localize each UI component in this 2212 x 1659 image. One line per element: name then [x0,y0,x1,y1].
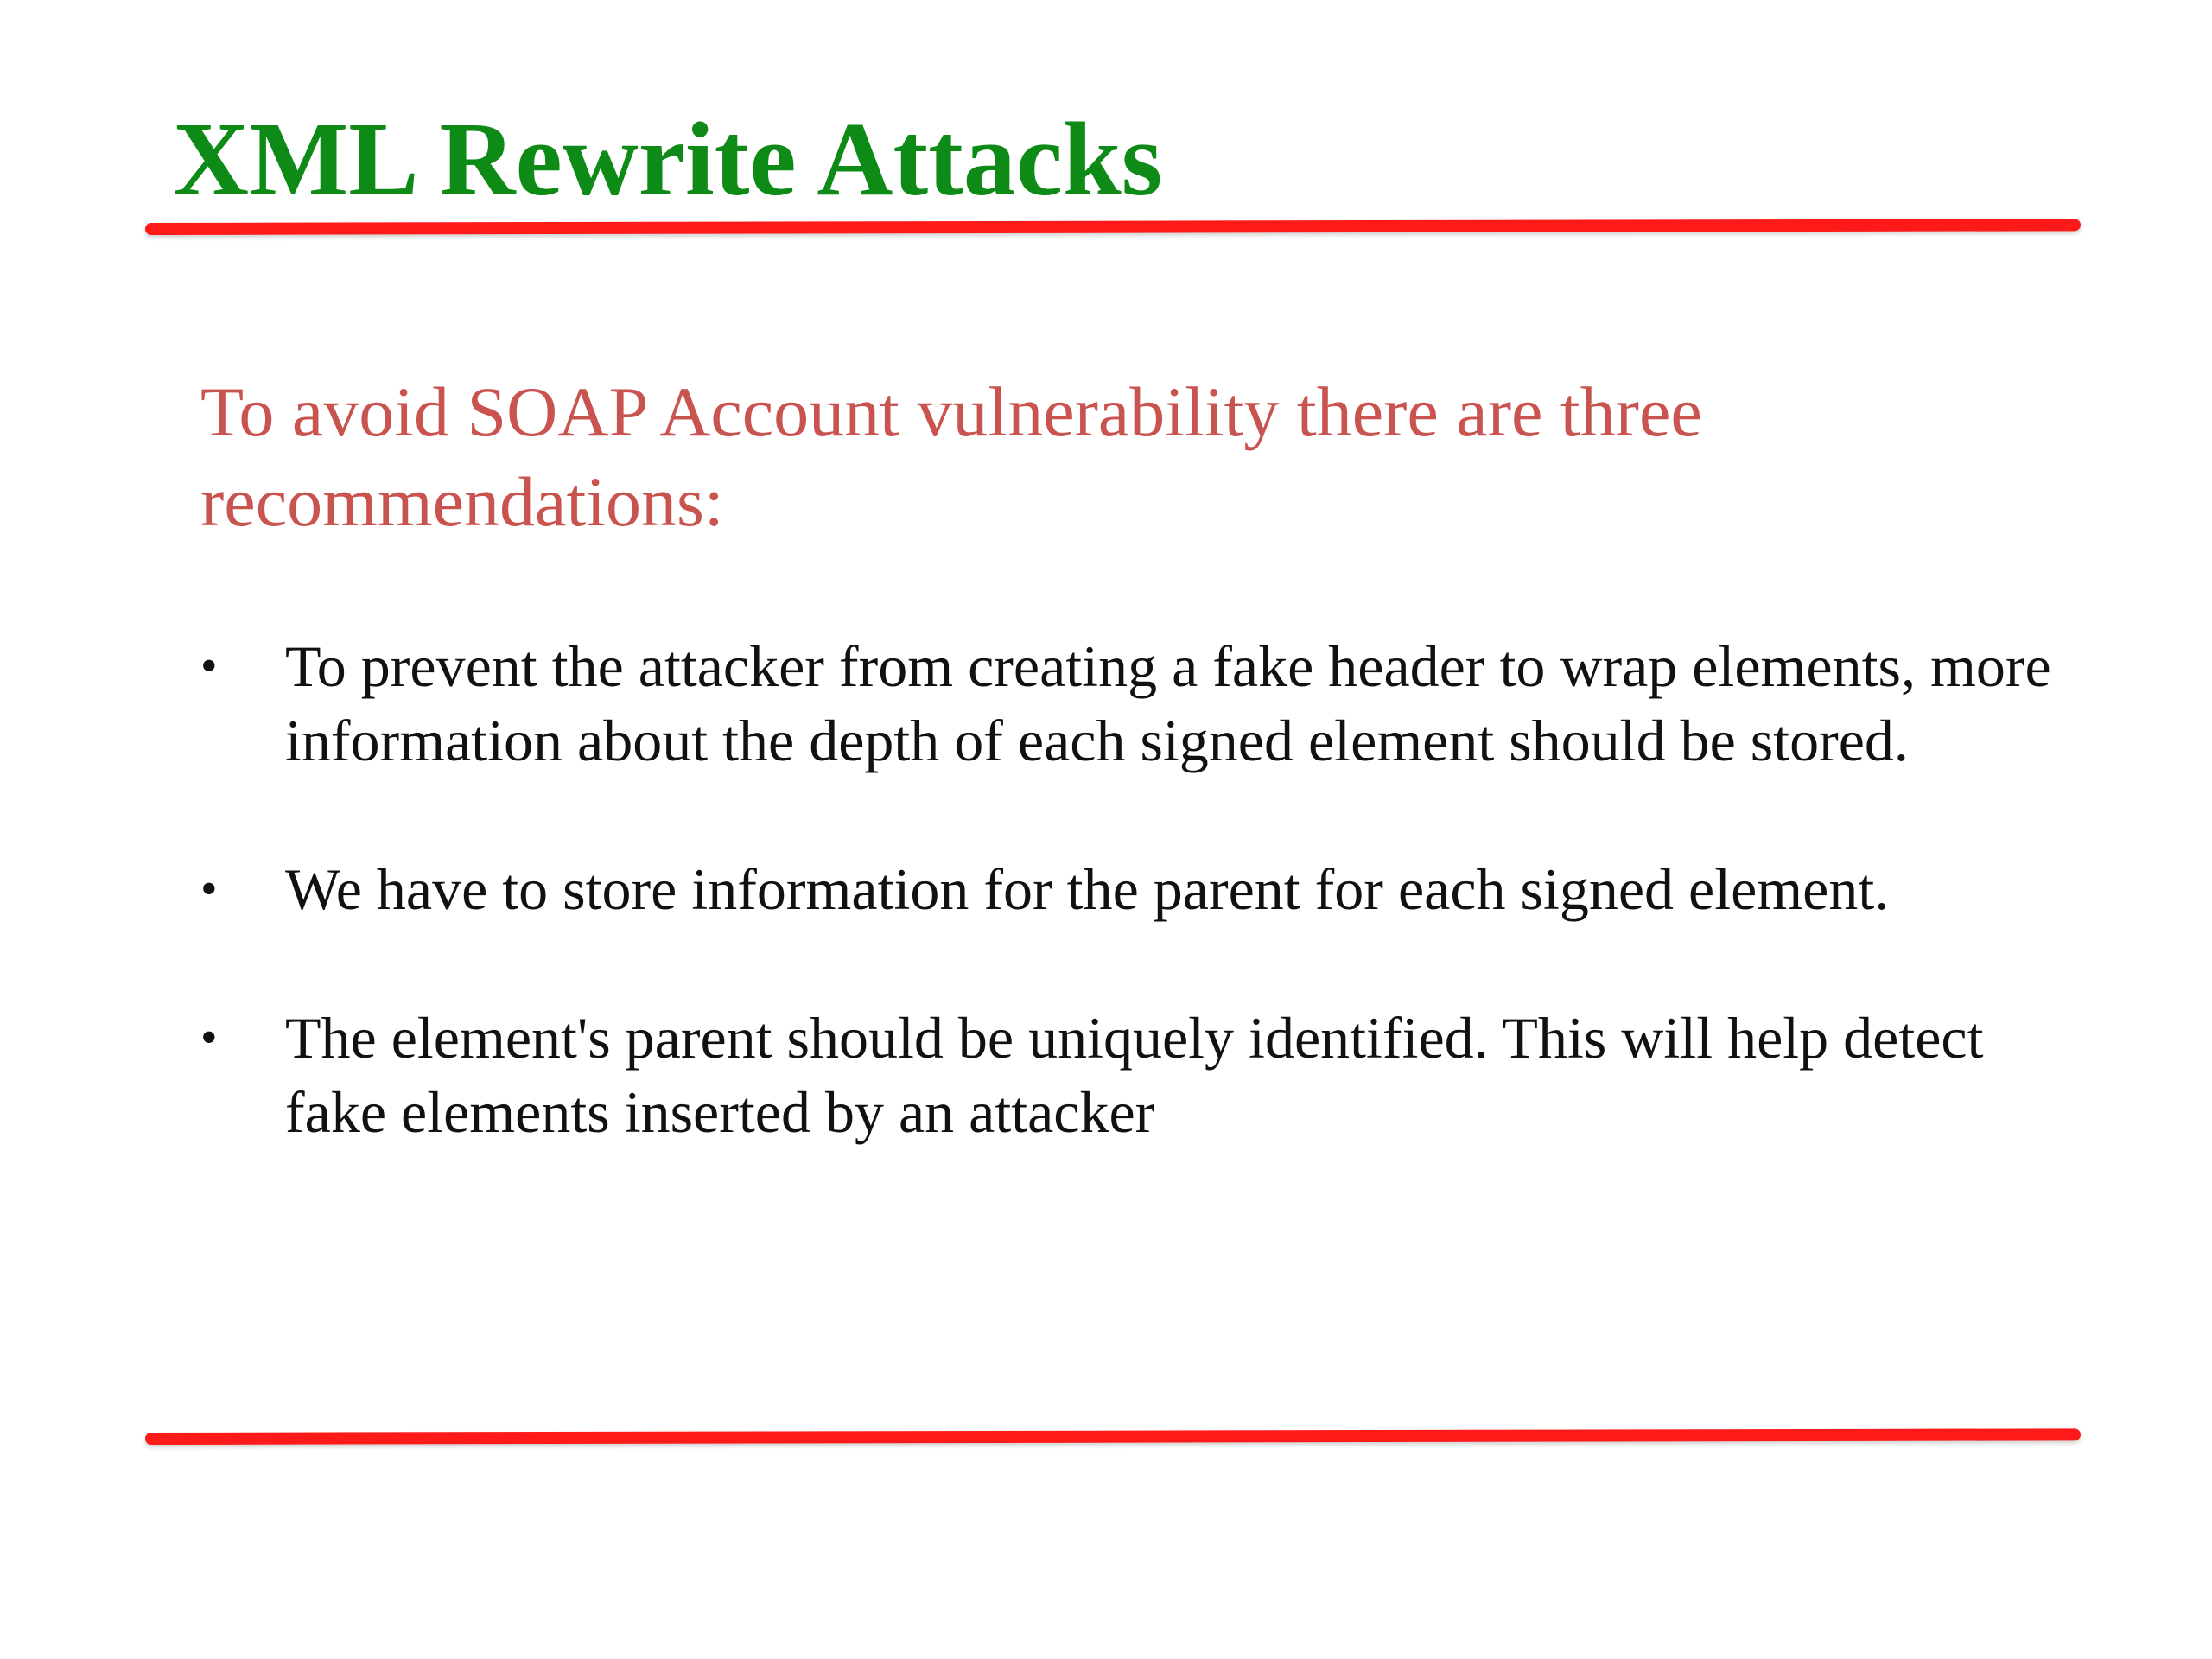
bullet-text: To prevent the attacker from creating a fake header to wrap elements, more information about the depth of each signed element should be stored. [285,633,2051,773]
footer-divider [145,1428,2081,1445]
title-divider [145,219,2081,235]
bullet-item-1 [200,629,2058,778]
bullet-item-2 [200,852,2058,926]
bullet-text: We have to store information for the parent for each signed element. [285,856,1890,922]
intro-text: To avoid SOAP Account vulnerability there are three recommendations: [200,372,1702,541]
slide-title: XML Rewrite Attacks [173,101,1163,218]
bullet-list [200,629,2058,1149]
bullet-item-3 [200,1001,2058,1149]
bullet-icon: • [200,862,218,916]
bullet-icon: • [200,1011,218,1065]
bullet-icon: • [200,639,218,693]
bullet-text: The element's parent should be uniquely identified. This will help detect fake elements inserted by an attacker [285,1005,1984,1145]
